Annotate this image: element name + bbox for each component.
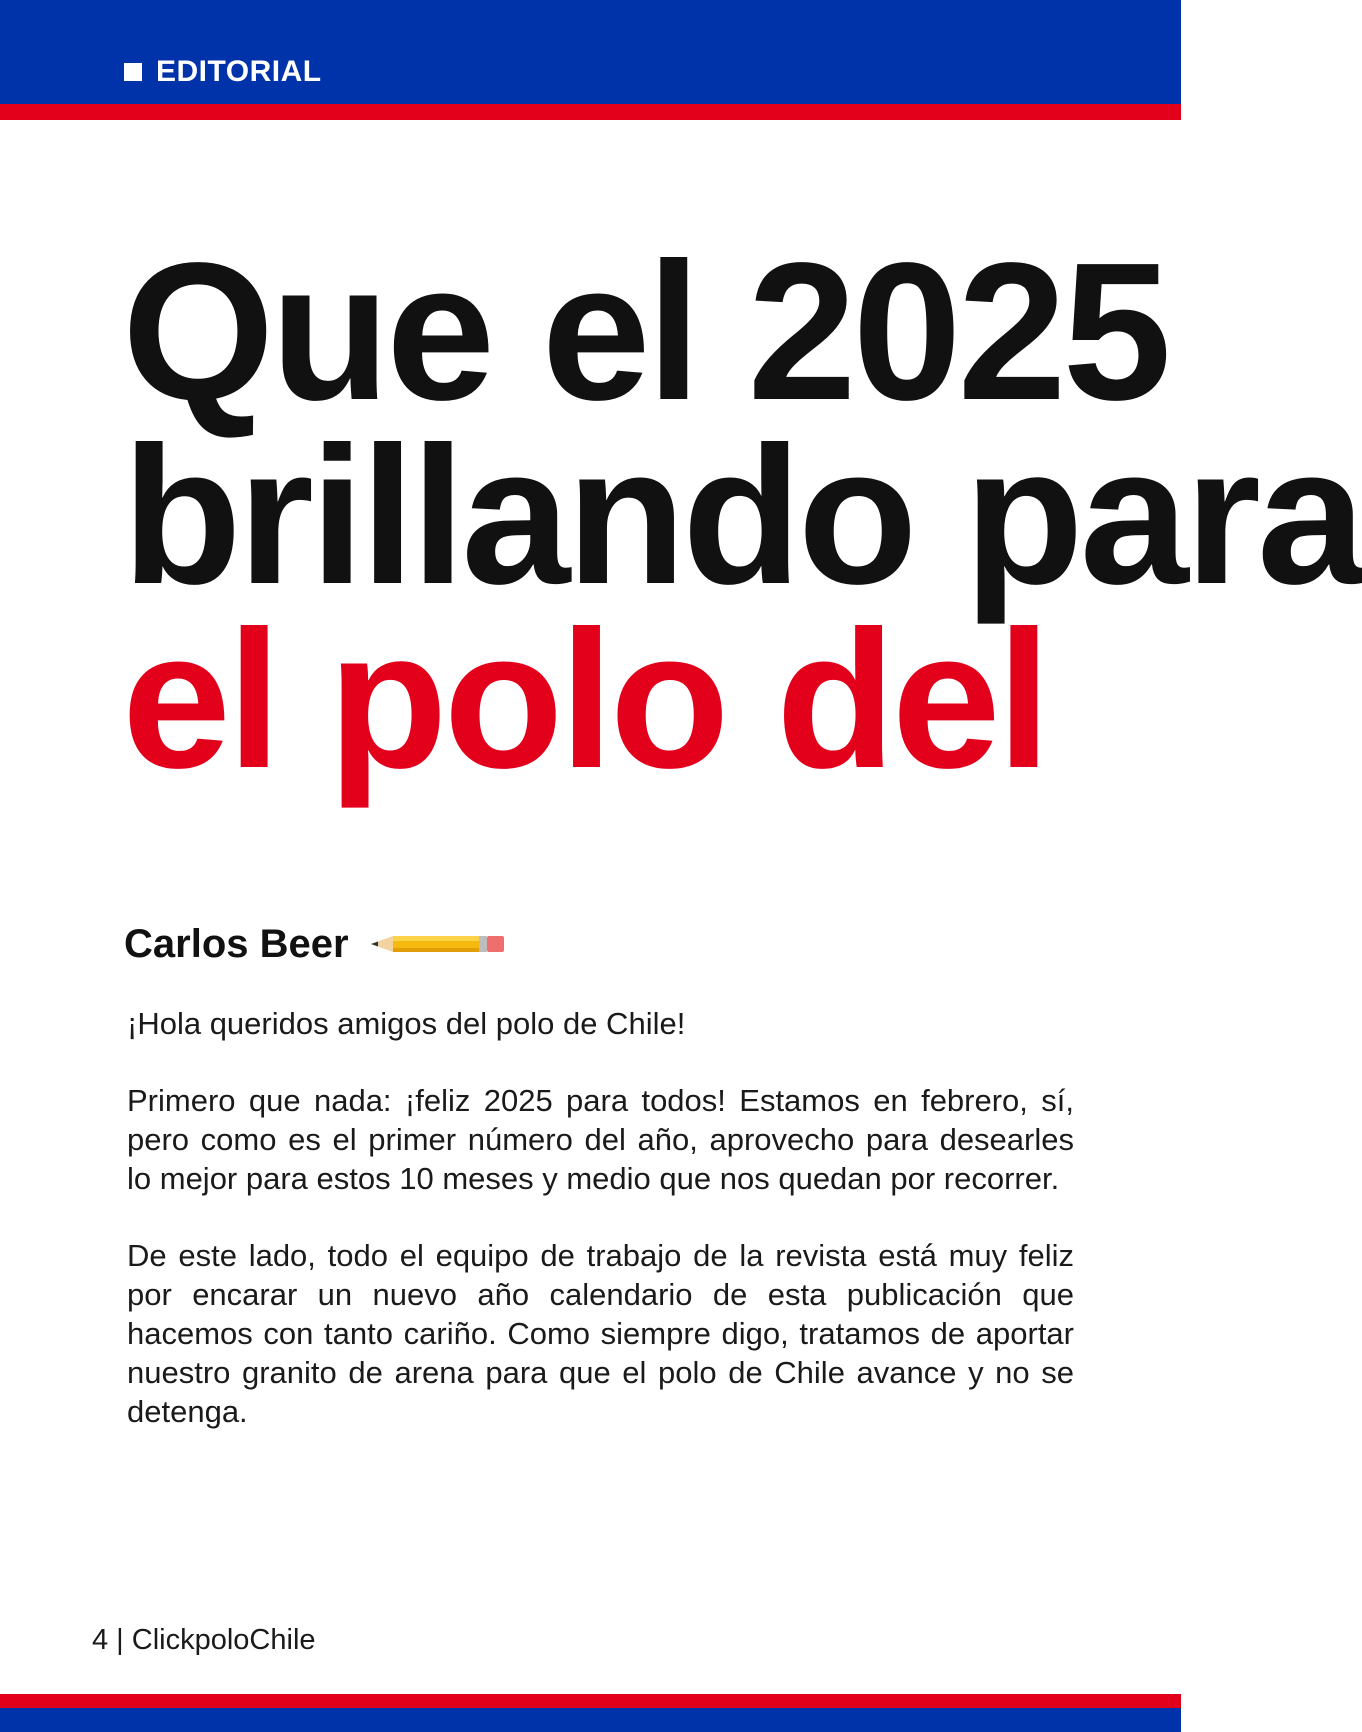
footer-blue-band: [0, 1708, 1181, 1732]
article-body: [127, 1004, 1074, 1469]
byline: [124, 918, 505, 970]
section-label: EDITORIAL: [156, 55, 322, 88]
headline: [122, 222, 1362, 809]
pencil-icon: [371, 933, 505, 955]
author-name: Carlos Beer: [124, 921, 349, 966]
paragraph: Primero que nada: ¡feliz 2025 para todos! Estamos en febrero, sí, pero como es el primer número del año, aprovecho para desearles lo mejor para estos 10 meses y medio que nos quedan por recorrer.: [127, 1083, 1074, 1196]
paragraph: De este lado, todo el equipo de trabajo de la revista está muy feliz por encarar un nuevo año calendario de esta publicación que hacemos con tanto cariño. Como siempre digo, tratamos de aportar nuestro granito de arena para que el polo de Chile avance y no se detenga.: [127, 1238, 1074, 1429]
square-bullet-icon: [124, 63, 142, 81]
headline-line-2: brillando para: [122, 406, 1362, 625]
footer-red-stripe: [0, 1694, 1181, 1708]
paragraph: ¡Hola queridos amigos del polo de Chile!: [127, 1006, 686, 1041]
headline-line-3: el polo del: [122, 590, 1048, 809]
page-footer: 4 | ClickpoloChile: [92, 1624, 316, 1656]
header-red-stripe: [0, 104, 1181, 120]
headline-line-1: Que el 2025: [122, 222, 1168, 441]
